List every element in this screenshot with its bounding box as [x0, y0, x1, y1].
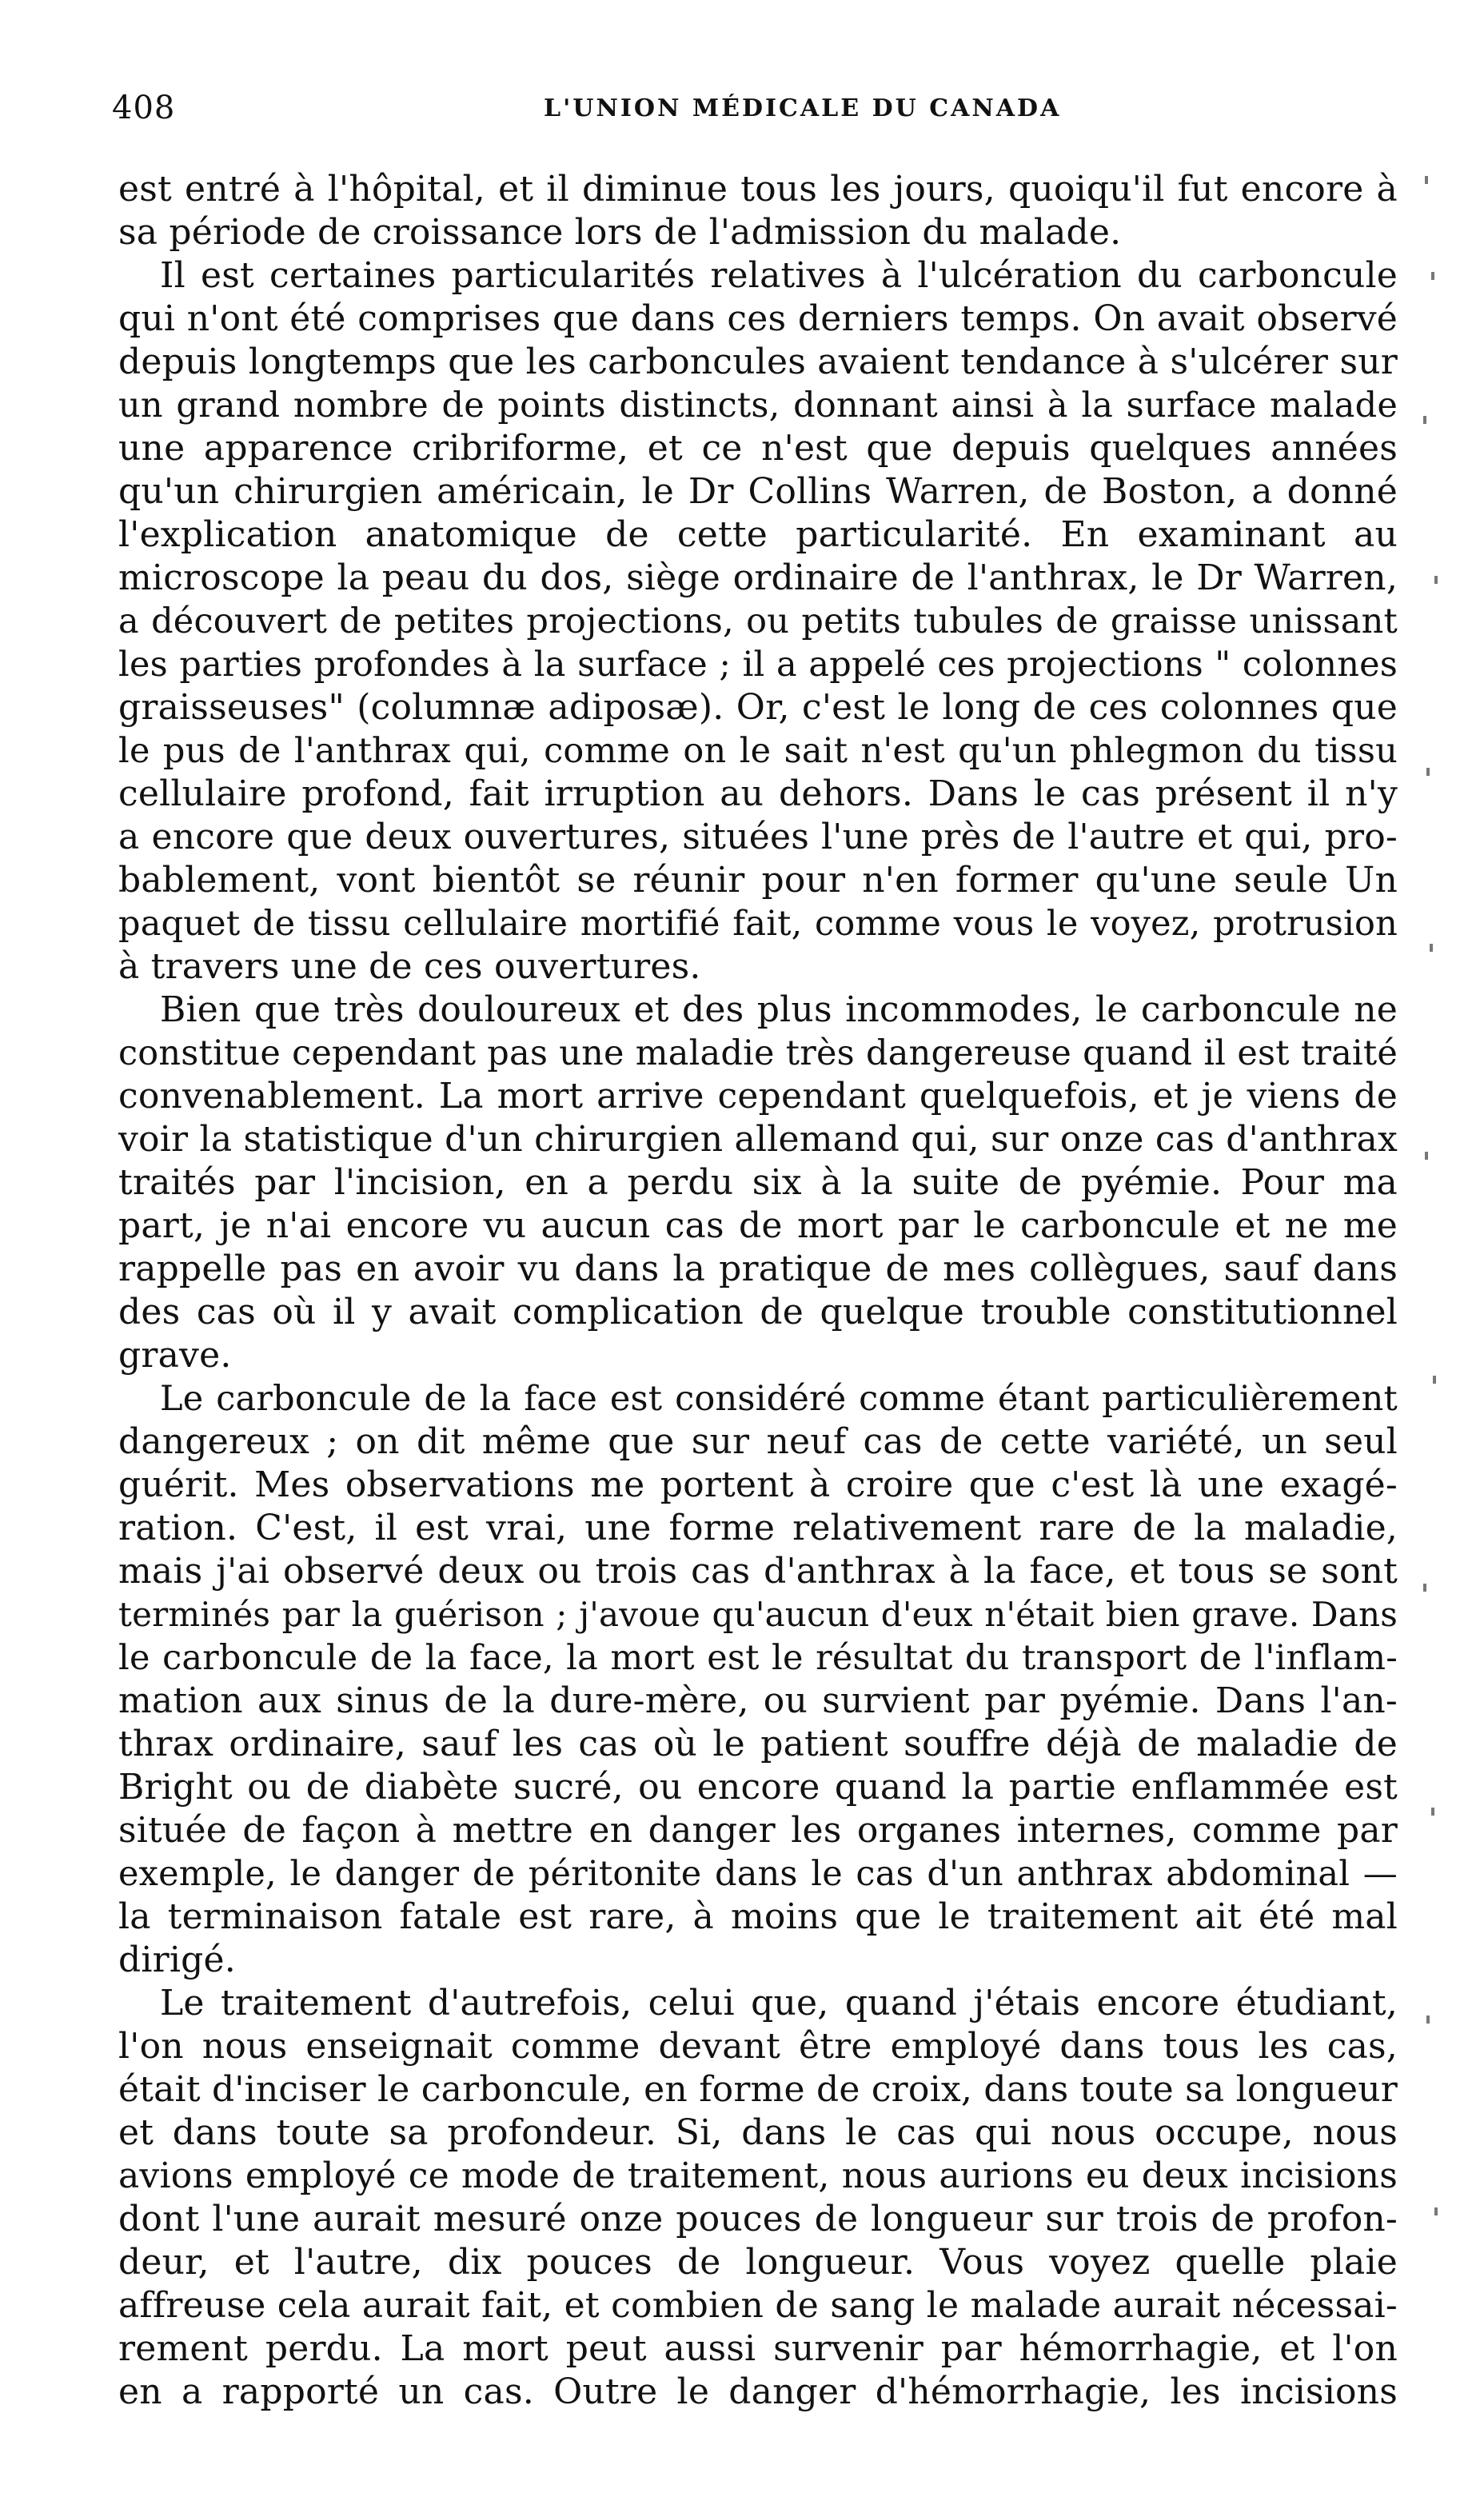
text-line: et dans toute sa profondeur. Si, dans le cas qui nous occupe, nous — [118, 2112, 1398, 2153]
text-line: rement perdu. La mort peut aussi survenir par hémorrhagie, et l'on — [118, 2328, 1398, 2369]
text-line: située de façon à mettre en danger les organes internes, comme par — [118, 1810, 1398, 1851]
text-line: constitue cependant pas une maladie très dangereuse quand il est traité — [118, 1033, 1398, 1073]
speck — [1434, 2207, 1438, 2215]
text-line: l'on nous enseignait comme devant être employé dans tous les cas, — [118, 2026, 1398, 2067]
text-line: rappelle pas en avoir vu dans la pratique de mes collègues, sauf dans — [118, 1248, 1398, 1289]
text-line: convenablement. La mort arrive cependant quelquefois, et je viens de — [118, 1076, 1398, 1117]
text-line: affreuse cela aurait fait, et combien de sang le malade aurait nécessai- — [118, 2285, 1398, 2326]
speck — [1433, 1376, 1436, 1384]
text-line: depuis longtemps que les carboncules avaient tendance à s'ulcérer sur — [118, 342, 1398, 382]
text-line: dirigé. — [118, 1940, 236, 1980]
text-line: avions employé ce mode de traitement, nous aurions eu deux incisions — [118, 2155, 1398, 2196]
text-line: l'explication anatomique de cette particularité. En examinant au — [118, 514, 1398, 555]
text-line: sa période de croissance lors de l'admission du malade. — [118, 212, 1122, 253]
text-line: la terminaison fatale est rare, à moins que le traitement ait été mal — [118, 1896, 1398, 1937]
text-line: paquet de tissu cellulaire mortifié fait, comme vous le voyez, protrusion — [118, 904, 1398, 944]
speck — [1426, 768, 1430, 776]
text-line: une apparence cribriforme, et ce n'est que depuis quelques années — [118, 428, 1398, 469]
speck — [1425, 1152, 1428, 1160]
text-line: était d'inciser le carboncule, en forme de croix, dans toute sa longueur — [118, 2069, 1398, 2110]
page-number: 408 — [112, 90, 176, 126]
speck — [1431, 1808, 1434, 1816]
text-line: mation aux sinus de la dure-mère, ou survient par pyémie. Dans l'an- — [118, 1680, 1398, 1721]
text-line: qui n'ont été comprises que dans ces derniers temps. On avait observé — [118, 298, 1398, 339]
text-line: graisseuses" (columnæ adiposæ). Or, c'est le long de ces colonnes que — [118, 687, 1398, 728]
text-line: Le carboncule de la face est considéré comme étant particulièrement — [160, 1379, 1398, 1419]
text-line: les parties profondes à la surface ; il a appelé ces projections " colonnes — [118, 645, 1398, 685]
speck — [1434, 576, 1438, 584]
text-line: des cas où il y avait complication de quelque trouble constitutionnel — [118, 1292, 1398, 1332]
text-line: microscope la peau du dos, siège ordinaire de l'anthrax, le Dr Warren, — [118, 557, 1398, 598]
text-line: deur, et l'autre, dix pouces de longueur. Vous voyez quelle plaie — [118, 2242, 1398, 2283]
text-line: cellulaire profond, fait irruption au dehors. Dans le cas présent il n'y — [118, 773, 1398, 814]
text-line: bablement, vont bientôt se réunir pour n'en former qu'une seule Un — [118, 860, 1398, 901]
text-line: un grand nombre de points distincts, donnant ainsi à la surface malade — [118, 386, 1398, 425]
text-line: voir la statistique d'un chirurgien allemand qui, sur onze cas d'anthrax — [118, 1119, 1398, 1160]
speck — [1423, 416, 1426, 424]
text-line: en a rapporté un cas. Outre le danger d'hémorrhagie, les incisions — [118, 2371, 1398, 2412]
speck — [1425, 176, 1428, 184]
text-line: terminés par la guérison ; j'avoue qu'aucun d'eux n'était bien grave. Dans — [118, 1595, 1398, 1634]
text-line: le carboncule de la face, la mort est le résultat du transport de l'inflam- — [118, 1638, 1398, 1678]
text-line: dont l'une aurait mesuré onze pouces de longueur sur trois de profon- — [118, 2199, 1398, 2239]
text-line: grave. — [118, 1335, 232, 1376]
journal-title: L'UNION MÉDICALE DU CANADA — [544, 94, 1062, 122]
running-head — [112, 90, 1407, 138]
text-line: à travers une de ces ouvertures. — [118, 946, 701, 987]
text-line: thrax ordinaire, sauf les cas où le patient souffre déjà de maladie de — [118, 1724, 1398, 1764]
text-line: ration. C'est, il est vrai, une forme relativement rare de la maladie, — [118, 1508, 1398, 1548]
text-line: a encore que deux ouvertures, situées l'une près de l'autre et qui, pro- — [118, 817, 1398, 857]
text-line: exemple, le danger de péritonite dans le cas d'un anthrax abdominal — — [118, 1854, 1398, 1894]
text-line: guérit. Mes observations me portent à croire que c'est là une exagé- — [118, 1464, 1398, 1505]
text-line: part, je n'ai encore vu aucun cas de mort par le carboncule et ne me — [118, 1205, 1398, 1246]
text-line: mais j'ai observé deux ou trois cas d'anthrax à la face, et tous se sont — [118, 1551, 1398, 1592]
text-line: qu'un chirurgien américain, le Dr Collins Warren, de Boston, a donné — [118, 471, 1398, 512]
text-line: a découvert de petites projections, ou petits tubules de graisse unissant — [118, 601, 1398, 641]
text-line: Le traitement d'autrefois, celui que, quand j'étais encore étudiant, — [160, 1983, 1398, 2024]
text-line: est entré à l'hôpital, et il diminue tous les jours, quoiqu'il fut encore à — [118, 169, 1398, 210]
speck — [1430, 944, 1433, 952]
text-line: le pus de l'anthrax qui, comme on le sait n'est qu'un phlegmon du tissu — [118, 731, 1398, 771]
text-line: dangereux ; on dit même que sur neuf cas de cette variété, un seul — [118, 1421, 1398, 1462]
text-line: Il est certaines particularités relatives à l'ulcération du carboncule — [160, 255, 1398, 296]
gutter-speckle — [1420, 160, 1460, 2319]
speck — [1423, 1584, 1426, 1592]
text-line: traités par l'incision, en a perdu six à la suite de pyémie. Pour ma — [118, 1162, 1398, 1203]
text-line: Bright ou de diabète sucré, ou encore quand la partie enflammée est — [118, 1767, 1398, 1808]
text-line: Bien que très douloureux et des plus incommodes, le carboncule ne — [160, 989, 1398, 1030]
speck — [1431, 272, 1434, 280]
speck — [1426, 2016, 1430, 2024]
